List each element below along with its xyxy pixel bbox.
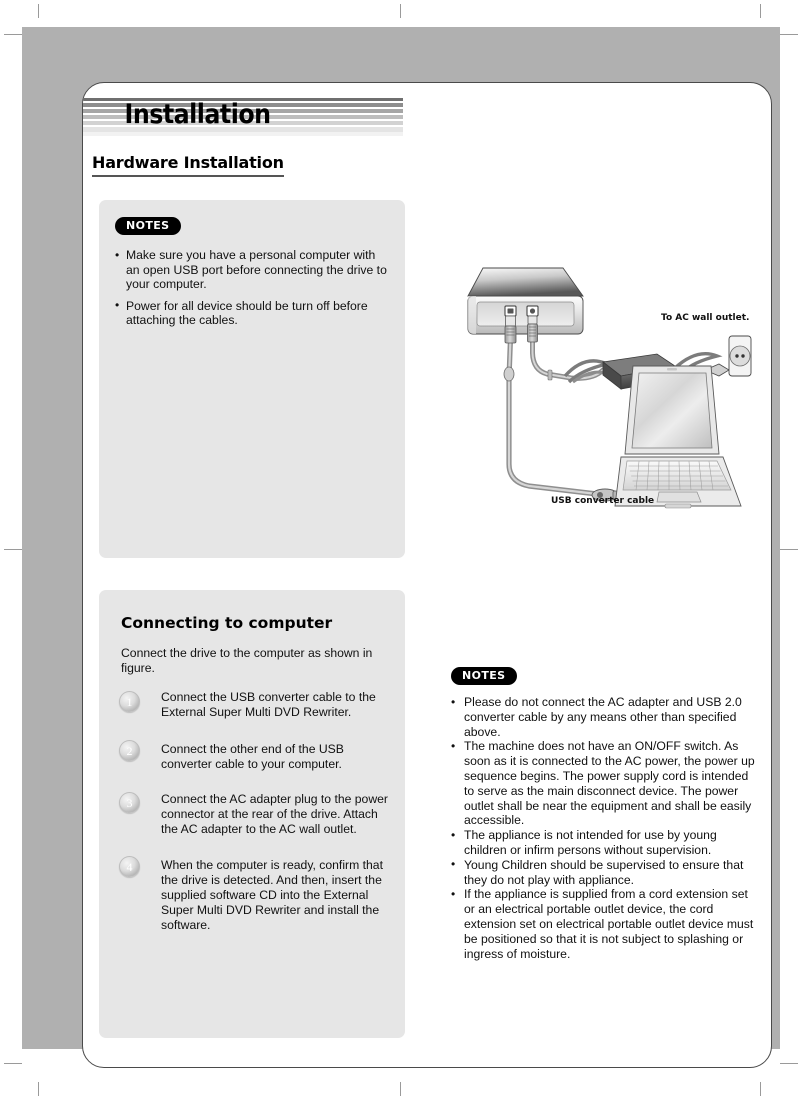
step-number-badge: 2 xyxy=(119,740,140,761)
list-item xyxy=(119,690,393,720)
notebook-computer-icon xyxy=(615,366,741,508)
list-item: • If the appliance is supplied from a cord extension set or an electrical portable outlet device, the cord extension set on electrical portable outlet device must be positioned so that it is not subject to splashing or ingress of moisture. xyxy=(451,887,759,961)
notes-list-top xyxy=(115,248,387,335)
connecting-intro: Connect the drive to the computer as shown in figure. xyxy=(121,646,373,675)
connecting-panel xyxy=(99,590,405,1038)
notes-badge-right: NOTES xyxy=(451,667,517,685)
notes-panel-top xyxy=(99,200,405,558)
crop-mark-bottom-right xyxy=(760,1082,761,1096)
crop-mark-bottom-left xyxy=(38,1082,39,1096)
page-sheet xyxy=(82,82,772,1068)
list-item xyxy=(119,792,393,836)
notes-list-right xyxy=(451,695,759,961)
step-text: When the computer is ready, confirm that the drive is detected. And then, insert the supplied software CD into the External Super Multi DVD Rewriter and install the software. xyxy=(161,858,383,932)
notes-section-right xyxy=(451,666,759,961)
section-heading: Hardware Installation xyxy=(92,153,284,177)
list-item: • Make sure you have a personal computer with an open USB port before connecting the drive to your computer. xyxy=(115,248,387,292)
crop-mark-left-middle xyxy=(4,549,22,550)
step-number-badge: 1 xyxy=(119,691,140,712)
crop-mark-right-top xyxy=(780,34,798,35)
crop-mark-left-bottom xyxy=(4,1063,22,1064)
ac-wall-outlet-icon xyxy=(729,336,751,376)
steps-list xyxy=(119,690,393,952)
list-item: • The appliance is not intended for use by young children or infirm persons without supervision. xyxy=(451,828,759,858)
installation-diagram xyxy=(443,258,753,538)
external-dvd-drive-icon xyxy=(468,268,583,334)
crop-mark-right-bottom xyxy=(780,1063,798,1064)
crop-mark-bottom-center xyxy=(400,1082,401,1096)
list-item xyxy=(119,856,393,932)
page-title: Installation xyxy=(124,99,271,130)
list-item: • The machine does not have an ON/OFF switch. As soon as it is connected to the AC power, the power up sequence begins. The power supply cord is intended to serve as the main disconnect device. The power outlet shall be near the equipment and shall be easily accessible. xyxy=(451,739,759,828)
banner xyxy=(83,98,403,136)
figure-label-ac-outlet: To AC wall outlet. xyxy=(661,313,750,323)
connecting-title: Connecting to computer xyxy=(121,614,333,632)
crop-mark-top-left xyxy=(38,4,39,18)
step-number-badge: 4 xyxy=(119,856,140,877)
notes-badge-top: NOTES xyxy=(115,217,181,235)
list-item: • Power for all device should be turn off before attaching the cables. xyxy=(115,299,387,328)
crop-mark-left-top xyxy=(4,34,22,35)
figure-label-usb-cable: USB converter cable xyxy=(551,496,655,506)
list-item: • Young Children should be supervised to ensure that they do not play with appliance. xyxy=(451,858,759,888)
list-item xyxy=(119,740,393,772)
crop-mark-right-middle xyxy=(780,549,798,550)
step-number-badge: 3 xyxy=(119,792,140,813)
dc-connector-icon xyxy=(528,316,538,342)
crop-mark-top-center xyxy=(400,4,401,18)
step-text: Connect the USB converter cable to the External Super Multi DVD Rewriter. xyxy=(161,690,376,719)
crop-mark-top-right xyxy=(760,4,761,18)
step-text: Connect the AC adapter plug to the power connector at the rear of the drive. Attach the AC adapter to the AC wall outlet. xyxy=(161,792,388,836)
list-item: • Please do not connect the AC adapter and USB 2.0 converter cable by any means other than specified above. xyxy=(451,695,759,739)
step-text: Connect the other end of the USB converter cable to your computer. xyxy=(161,742,344,771)
page-frame xyxy=(22,27,780,1049)
